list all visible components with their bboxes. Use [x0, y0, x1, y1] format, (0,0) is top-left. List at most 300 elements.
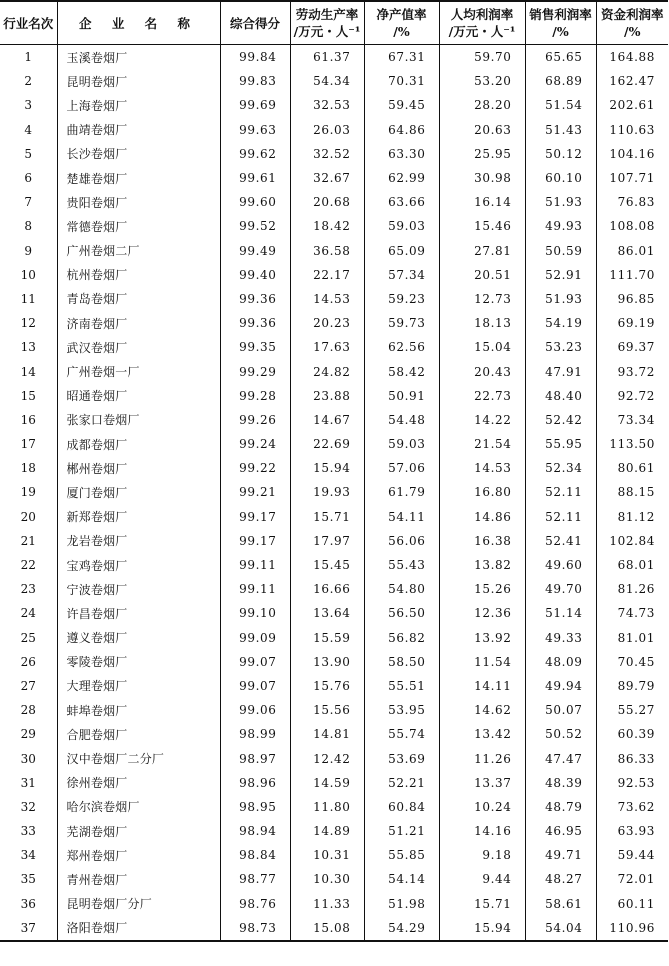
header-labor-line2: /万元・人⁻¹: [293, 24, 361, 39]
sales-profit-rate-cell: 50.07: [525, 698, 596, 722]
labor-productivity-cell: 32.53: [290, 93, 364, 117]
net-value-rate-cell: 54.29: [364, 916, 439, 941]
enterprise-name-cell: 昭通卷烟厂: [57, 384, 220, 408]
sales-profit-rate-cell: 60.10: [525, 166, 596, 190]
score-cell: 99.49: [220, 239, 290, 263]
per-capita-profit-cell: 15.71: [439, 892, 525, 916]
labor-productivity-cell: 17.63: [290, 335, 364, 359]
net-value-rate-cell: 60.84: [364, 795, 439, 819]
enterprise-name-cell: 零陵卷烟厂: [57, 650, 220, 674]
labor-productivity-cell: 10.31: [290, 843, 364, 867]
enterprise-name-cell: 郴州卷烟厂: [57, 456, 220, 480]
per-capita-profit-cell: 15.04: [439, 335, 525, 359]
labor-productivity-cell: 14.53: [290, 287, 364, 311]
header-net-value-rate: [364, 1, 439, 45]
sales-profit-rate-cell: 50.52: [525, 722, 596, 746]
per-capita-profit-cell: 13.82: [439, 553, 525, 577]
sales-profit-rate-cell: 46.95: [525, 819, 596, 843]
net-value-rate-cell: 56.82: [364, 626, 439, 650]
table-row: [0, 69, 668, 93]
labor-productivity-cell: 20.23: [290, 311, 364, 335]
header-sales-line2: /%: [552, 24, 569, 39]
table-row: [0, 916, 668, 941]
labor-productivity-cell: 36.58: [290, 239, 364, 263]
enterprise-name-cell: 芜湖卷烟厂: [57, 819, 220, 843]
enterprise-name-cell: 新郑卷烟厂: [57, 505, 220, 529]
rank-cell: 15: [20, 388, 36, 403]
capital-profit-rate-cell: 92.72: [596, 384, 668, 408]
score-cell: 98.96: [220, 771, 290, 795]
enterprise-name-cell: 青州卷烟厂: [57, 867, 220, 891]
sales-profit-rate-cell: 50.12: [525, 142, 596, 166]
rank-cell: 37: [0, 916, 57, 941]
labor-productivity-cell: 15.94: [290, 456, 364, 480]
capital-profit-rate-cell: 110.63: [596, 118, 668, 142]
enterprise-name-cell: 常德卷烟厂: [57, 214, 220, 238]
enterprise-name-cell: 贵阳卷烟厂: [57, 190, 220, 214]
capital-profit-rate-cell: 59.44: [596, 843, 668, 867]
header-capital-line2: /%: [624, 24, 641, 39]
score-cell: 99.07: [220, 650, 290, 674]
sales-profit-rate-cell: 50.59: [525, 239, 596, 263]
sales-profit-rate-cell: 49.94: [525, 674, 596, 698]
sales-profit-rate-cell: 48.09: [525, 650, 596, 674]
per-capita-profit-cell: 11.26: [439, 746, 525, 770]
labor-productivity-cell: 22.69: [290, 432, 364, 456]
labor-productivity-cell: 15.56: [290, 698, 364, 722]
sales-profit-rate-cell: 48.27: [525, 867, 596, 891]
net-value-rate-cell: 59.45: [364, 93, 439, 117]
rank-cell: 22: [20, 558, 36, 573]
table-row: [0, 311, 668, 335]
table-row: [0, 626, 668, 650]
rank-cell: 28: [20, 703, 36, 718]
net-value-rate-cell: 59.73: [364, 311, 439, 335]
per-capita-profit-cell: 53.20: [439, 69, 525, 93]
capital-profit-rate-cell: 70.45: [596, 650, 668, 674]
capital-profit-rate-cell: 110.96: [596, 916, 668, 941]
per-capita-profit-cell: 15.46: [439, 214, 525, 238]
table-row: [0, 190, 668, 214]
sales-profit-rate-cell: 53.23: [525, 335, 596, 359]
net-value-rate-cell: 59.03: [364, 214, 439, 238]
net-value-rate-cell: 50.91: [364, 384, 439, 408]
labor-productivity-cell: 15.71: [290, 505, 364, 529]
per-capita-profit-cell: 12.73: [439, 287, 525, 311]
enterprise-name-cell: 厦门卷烟厂: [57, 480, 220, 504]
capital-profit-rate-cell: 73.62: [596, 795, 668, 819]
header-score: 综合得分: [220, 1, 290, 45]
table-row: [0, 287, 668, 311]
capital-profit-rate-cell: 81.26: [596, 577, 668, 601]
header-labor-productivity: [290, 1, 364, 45]
enterprise-name-cell: 蚌埠卷烟厂: [57, 698, 220, 722]
net-value-rate-cell: 55.74: [364, 722, 439, 746]
score-cell: 98.97: [220, 746, 290, 770]
enterprise-name-cell: 许昌卷烟厂: [57, 601, 220, 625]
sales-profit-rate-cell: 47.47: [525, 746, 596, 770]
score-cell: 99.36: [220, 311, 290, 335]
table-row: [0, 142, 668, 166]
per-capita-profit-cell: 18.13: [439, 311, 525, 335]
enterprise-name-cell: 玉溪卷烟厂: [57, 45, 220, 70]
net-value-rate-cell: 53.69: [364, 746, 439, 770]
per-capita-profit-cell: 13.37: [439, 771, 525, 795]
score-cell: 99.83: [220, 69, 290, 93]
score-cell: 99.61: [220, 166, 290, 190]
capital-profit-rate-cell: 88.15: [596, 480, 668, 504]
per-capita-profit-cell: 25.95: [439, 142, 525, 166]
per-capita-profit-cell: 20.51: [439, 263, 525, 287]
net-value-rate-cell: 62.99: [364, 166, 439, 190]
score-cell: 99.40: [220, 263, 290, 287]
sales-profit-rate-cell: 49.33: [525, 626, 596, 650]
net-value-rate-cell: 57.34: [364, 263, 439, 287]
net-value-rate-cell: 55.43: [364, 553, 439, 577]
per-capita-profit-cell: 14.11: [439, 674, 525, 698]
rank-cell: 1: [24, 50, 33, 65]
table-row: [0, 795, 668, 819]
table-row: [0, 93, 668, 117]
net-value-rate-cell: 57.06: [364, 456, 439, 480]
sales-profit-rate-cell: 54.04: [525, 916, 596, 941]
per-capita-profit-cell: 14.62: [439, 698, 525, 722]
per-capita-profit-cell: 16.80: [439, 480, 525, 504]
score-cell: 98.84: [220, 843, 290, 867]
table-row: [0, 408, 668, 432]
score-cell: 99.17: [220, 505, 290, 529]
per-capita-profit-cell: 14.22: [439, 408, 525, 432]
table-row: [0, 553, 668, 577]
net-value-rate-cell: 65.09: [364, 239, 439, 263]
score-cell: 99.36: [220, 287, 290, 311]
net-value-rate-cell: 56.06: [364, 529, 439, 553]
score-cell: 98.99: [220, 722, 290, 746]
score-cell: 99.29: [220, 359, 290, 383]
enterprise-name-cell: 济南卷烟厂: [57, 311, 220, 335]
table-row: [0, 456, 668, 480]
labor-productivity-cell: 13.90: [290, 650, 364, 674]
sales-profit-rate-cell: 51.93: [525, 190, 596, 214]
labor-productivity-cell: 24.82: [290, 359, 364, 383]
labor-productivity-cell: 14.81: [290, 722, 364, 746]
net-value-rate-cell: 62.56: [364, 335, 439, 359]
capital-profit-rate-cell: 81.12: [596, 505, 668, 529]
rank-cell: 24: [20, 606, 36, 621]
rank-cell: 12: [20, 316, 36, 331]
sales-profit-rate-cell: 52.41: [525, 529, 596, 553]
capital-profit-rate-cell: 164.88: [596, 45, 668, 70]
sales-profit-rate-cell: 54.19: [525, 311, 596, 335]
rank-cell: 25: [20, 630, 36, 645]
net-value-rate-cell: 53.95: [364, 698, 439, 722]
per-capita-profit-cell: 16.14: [439, 190, 525, 214]
score-cell: 99.62: [220, 142, 290, 166]
capital-profit-rate-cell: 96.85: [596, 287, 668, 311]
table-row: [0, 650, 668, 674]
net-value-rate-cell: 59.03: [364, 432, 439, 456]
sales-profit-rate-cell: 49.70: [525, 577, 596, 601]
labor-productivity-cell: 15.08: [290, 916, 364, 941]
score-cell: 99.84: [220, 45, 290, 70]
header-labor-line1: 劳动生产率: [295, 7, 359, 22]
net-value-rate-cell: 54.14: [364, 867, 439, 891]
sales-profit-rate-cell: 52.11: [525, 480, 596, 504]
sales-profit-rate-cell: 51.14: [525, 601, 596, 625]
enterprise-name-cell: 杭州卷烟厂: [57, 263, 220, 287]
table-row: [0, 239, 668, 263]
header-name: 企 业 名 称: [57, 1, 220, 45]
score-cell: 99.28: [220, 384, 290, 408]
enterprise-name-cell: 宁波卷烟厂: [57, 577, 220, 601]
capital-profit-rate-cell: 89.79: [596, 674, 668, 698]
net-value-rate-cell: 64.86: [364, 118, 439, 142]
header-capital-line1: 资金利润率: [600, 7, 664, 22]
net-value-rate-cell: 54.48: [364, 408, 439, 432]
sales-profit-rate-cell: 51.93: [525, 287, 596, 311]
sales-profit-rate-cell: 48.79: [525, 795, 596, 819]
net-value-rate-cell: 51.98: [364, 892, 439, 916]
score-cell: 99.35: [220, 335, 290, 359]
score-cell: 99.63: [220, 118, 290, 142]
table-row: [0, 601, 668, 625]
per-capita-profit-cell: 14.16: [439, 819, 525, 843]
per-capita-profit-cell: 15.26: [439, 577, 525, 601]
enterprise-name-cell: 广州卷烟二厂: [57, 239, 220, 263]
sales-profit-rate-cell: 49.60: [525, 553, 596, 577]
rank-cell: 9: [24, 243, 33, 258]
score-cell: 99.10: [220, 601, 290, 625]
rank-cell: 35: [20, 872, 36, 887]
labor-productivity-cell: 19.93: [290, 480, 364, 504]
per-capita-profit-cell: 12.36: [439, 601, 525, 625]
labor-productivity-cell: 61.37: [290, 45, 364, 70]
capital-profit-rate-cell: 162.47: [596, 69, 668, 93]
score-cell: 99.69: [220, 93, 290, 117]
labor-productivity-cell: 15.45: [290, 553, 364, 577]
table-row: [0, 892, 668, 916]
rank-cell: 19: [20, 485, 36, 500]
rank-cell: 6: [24, 171, 33, 186]
capital-profit-rate-cell: 86.01: [596, 239, 668, 263]
net-value-rate-cell: 67.31: [364, 45, 439, 70]
capital-profit-rate-cell: 86.33: [596, 746, 668, 770]
labor-productivity-cell: 14.89: [290, 819, 364, 843]
enterprise-name-cell: 青岛卷烟厂: [57, 287, 220, 311]
per-capita-profit-cell: 16.38: [439, 529, 525, 553]
sales-profit-rate-cell: 49.71: [525, 843, 596, 867]
capital-profit-rate-cell: 69.37: [596, 335, 668, 359]
capital-profit-rate-cell: 69.19: [596, 311, 668, 335]
score-cell: 99.07: [220, 674, 290, 698]
labor-productivity-cell: 14.67: [290, 408, 364, 432]
labor-productivity-cell: 22.17: [290, 263, 364, 287]
table-row: [0, 843, 668, 867]
capital-profit-rate-cell: 72.01: [596, 867, 668, 891]
rank-cell: 14: [20, 364, 36, 379]
rank-cell: 27: [20, 678, 36, 693]
net-value-rate-cell: 54.80: [364, 577, 439, 601]
rank-cell: 16: [20, 412, 36, 427]
table-row: [0, 359, 668, 383]
enterprise-name-cell: 长沙卷烟厂: [57, 142, 220, 166]
capital-profit-rate-cell: 107.71: [596, 166, 668, 190]
table-row: [0, 166, 668, 190]
net-value-rate-cell: 58.50: [364, 650, 439, 674]
enterprise-name-cell: 广州卷烟一厂: [57, 359, 220, 383]
enterprise-name-cell: 大理卷烟厂: [57, 674, 220, 698]
per-capita-profit-cell: 22.73: [439, 384, 525, 408]
header-percap-line2: /万元・人⁻¹: [448, 24, 516, 39]
rank-cell: 10: [20, 267, 36, 282]
capital-profit-rate-cell: 73.34: [596, 408, 668, 432]
score-cell: 99.24: [220, 432, 290, 456]
enterprise-name-cell: 曲靖卷烟厂: [57, 118, 220, 142]
sales-profit-rate-cell: 52.11: [525, 505, 596, 529]
rank-cell: 18: [20, 461, 36, 476]
table-row: [0, 45, 668, 70]
enterprise-name-cell: 徐州卷烟厂: [57, 771, 220, 795]
score-cell: 99.26: [220, 408, 290, 432]
per-capita-profit-cell: 13.92: [439, 626, 525, 650]
capital-profit-rate-cell: 111.70: [596, 263, 668, 287]
score-cell: 99.09: [220, 626, 290, 650]
sales-profit-rate-cell: 51.43: [525, 118, 596, 142]
sales-profit-rate-cell: 49.93: [525, 214, 596, 238]
rank-cell: 11: [20, 291, 36, 306]
per-capita-profit-cell: 20.63: [439, 118, 525, 142]
rank-cell: 31: [20, 775, 36, 790]
sales-profit-rate-cell: 68.89: [525, 69, 596, 93]
sales-profit-rate-cell: 52.42: [525, 408, 596, 432]
score-cell: 99.60: [220, 190, 290, 214]
score-cell: 99.11: [220, 577, 290, 601]
per-capita-profit-cell: 10.24: [439, 795, 525, 819]
per-capita-profit-cell: 13.42: [439, 722, 525, 746]
capital-profit-rate-cell: 60.11: [596, 892, 668, 916]
net-value-rate-cell: 52.21: [364, 771, 439, 795]
enterprise-name-cell: 遵义卷烟厂: [57, 626, 220, 650]
per-capita-profit-cell: 30.98: [439, 166, 525, 190]
header-netval-line1: 净产值率: [376, 7, 427, 22]
labor-productivity-cell: 15.76: [290, 674, 364, 698]
per-capita-profit-cell: 28.20: [439, 93, 525, 117]
labor-productivity-cell: 20.68: [290, 190, 364, 214]
per-capita-profit-cell: 20.43: [439, 359, 525, 383]
enterprise-name-cell: 郑州卷烟厂: [57, 843, 220, 867]
table-row: [0, 722, 668, 746]
table-body: [0, 45, 668, 941]
per-capita-profit-cell: 14.53: [439, 456, 525, 480]
net-value-rate-cell: 55.85: [364, 843, 439, 867]
capital-profit-rate-cell: 108.08: [596, 214, 668, 238]
table-row: [0, 529, 668, 553]
labor-productivity-cell: 14.59: [290, 771, 364, 795]
table-row: [0, 335, 668, 359]
per-capita-profit-cell: 59.70: [439, 45, 525, 70]
enterprise-name-cell: 汉中卷烟厂二分厂: [57, 746, 220, 770]
labor-productivity-cell: 32.52: [290, 142, 364, 166]
capital-profit-rate-cell: 76.83: [596, 190, 668, 214]
labor-productivity-cell: 11.80: [290, 795, 364, 819]
enterprise-name-cell: 张家口卷烟厂: [57, 408, 220, 432]
net-value-rate-cell: 59.23: [364, 287, 439, 311]
capital-profit-rate-cell: 104.16: [596, 142, 668, 166]
table-row: [0, 384, 668, 408]
rank-cell: 26: [20, 654, 36, 669]
net-value-rate-cell: 54.11: [364, 505, 439, 529]
rank-cell: 2: [24, 74, 33, 89]
net-value-rate-cell: 70.31: [364, 69, 439, 93]
rank-cell: 21: [20, 533, 36, 548]
per-capita-profit-cell: 27.81: [439, 239, 525, 263]
table-row: [0, 746, 668, 770]
capital-profit-rate-cell: 68.01: [596, 553, 668, 577]
score-cell: 98.77: [220, 867, 290, 891]
enterprise-name-cell: 哈尔滨卷烟厂: [57, 795, 220, 819]
header-capital-profit-rate: [596, 1, 668, 45]
score-cell: 98.95: [220, 795, 290, 819]
net-value-rate-cell: 51.21: [364, 819, 439, 843]
rank-cell: 29: [20, 727, 36, 742]
sales-profit-rate-cell: 52.34: [525, 456, 596, 480]
labor-productivity-cell: 13.64: [290, 601, 364, 625]
sales-profit-rate-cell: 52.91: [525, 263, 596, 287]
rank-cell: 34: [20, 848, 36, 863]
rank-cell: 5: [24, 146, 33, 161]
sales-profit-rate-cell: 48.39: [525, 771, 596, 795]
table-row: [0, 698, 668, 722]
capital-profit-rate-cell: 80.61: [596, 456, 668, 480]
sales-profit-rate-cell: 65.65: [525, 45, 596, 70]
rank-cell: 4: [24, 122, 33, 137]
per-capita-profit-cell: 21.54: [439, 432, 525, 456]
score-cell: 99.11: [220, 553, 290, 577]
labor-productivity-cell: 54.34: [290, 69, 364, 93]
capital-profit-rate-cell: 60.39: [596, 722, 668, 746]
header-per-capita-profit: [439, 1, 525, 45]
score-cell: 99.21: [220, 480, 290, 504]
header-rank: 行业名次: [0, 1, 57, 45]
header-netval-line2: /%: [393, 24, 410, 39]
capital-profit-rate-cell: 102.84: [596, 529, 668, 553]
rank-cell: 7: [24, 195, 33, 210]
capital-profit-rate-cell: 202.61: [596, 93, 668, 117]
capital-profit-rate-cell: 81.01: [596, 626, 668, 650]
net-value-rate-cell: 55.51: [364, 674, 439, 698]
sales-profit-rate-cell: 58.61: [525, 892, 596, 916]
rank-cell: 8: [24, 219, 33, 234]
table-row: [0, 263, 668, 287]
table-header-row: [0, 1, 668, 45]
per-capita-profit-cell: 15.94: [439, 916, 525, 941]
capital-profit-rate-cell: 63.93: [596, 819, 668, 843]
net-value-rate-cell: 61.79: [364, 480, 439, 504]
enterprise-name-cell: 龙岩卷烟厂: [57, 529, 220, 553]
rank-cell: 17: [20, 437, 36, 452]
enterprise-name-cell: 昆明卷烟厂分厂: [57, 892, 220, 916]
net-value-rate-cell: 63.30: [364, 142, 439, 166]
score-cell: 99.06: [220, 698, 290, 722]
enterprise-name-cell: 洛阳卷烟厂: [57, 916, 220, 941]
net-value-rate-cell: 63.66: [364, 190, 439, 214]
table-row: [0, 118, 668, 142]
table-row: [0, 867, 668, 891]
sales-profit-rate-cell: 51.54: [525, 93, 596, 117]
table-row: [0, 771, 668, 795]
table-row: [0, 505, 668, 529]
score-cell: 99.22: [220, 456, 290, 480]
